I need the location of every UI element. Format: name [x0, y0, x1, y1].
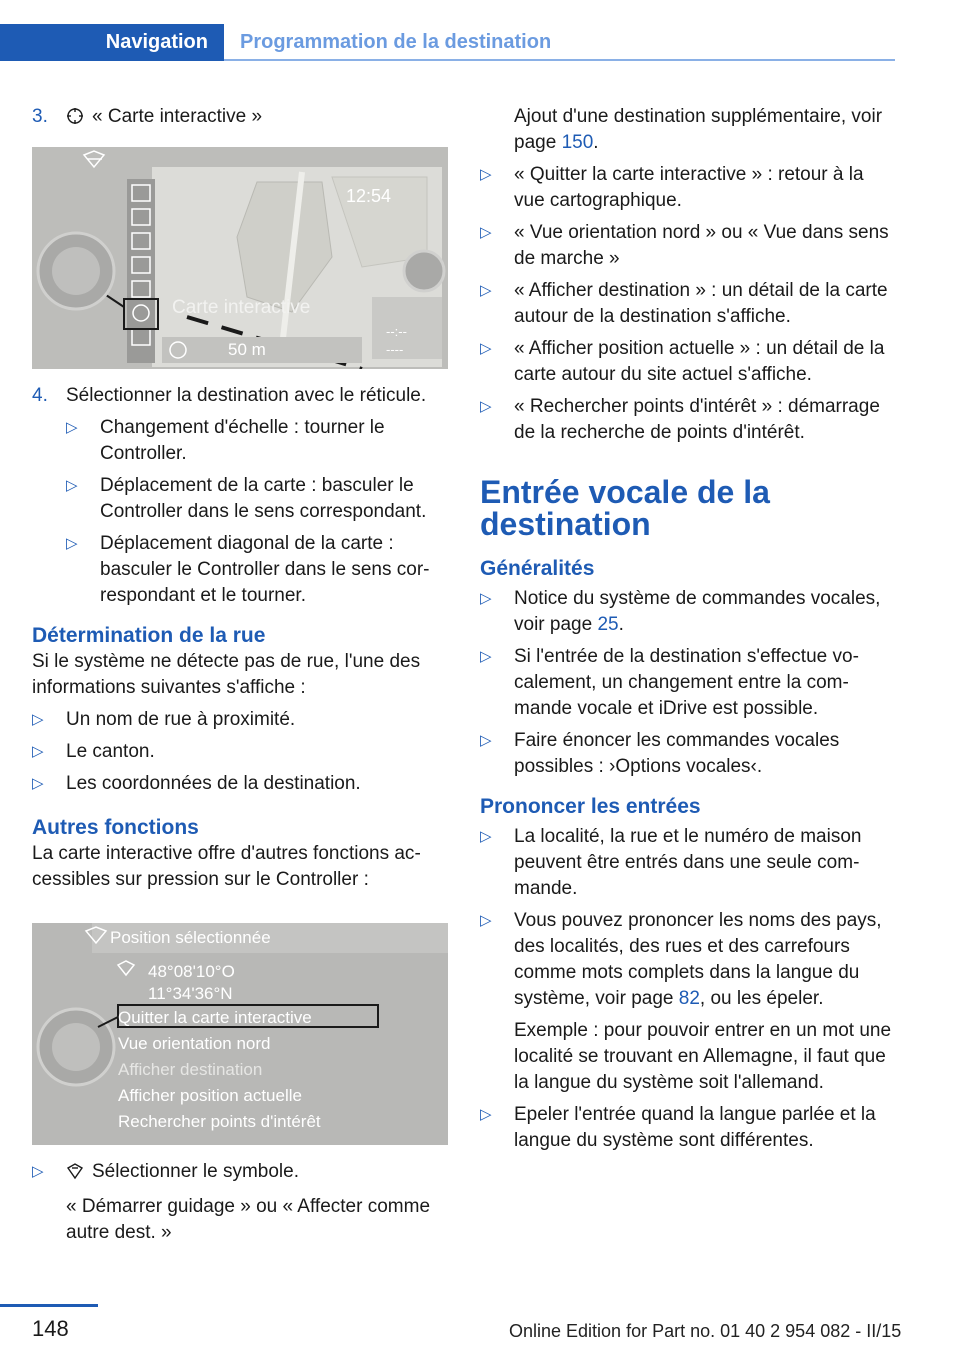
page-link[interactable]: 25: [597, 614, 619, 635]
menu-item: Quitter la carte interactive: [118, 1008, 312, 1027]
list-item: ▷ « Rechercher points d'intérêt » : démarrage de la recherche de points d'intérêt.: [480, 396, 880, 443]
triangle-bullet-icon: ▷: [32, 743, 44, 760]
triangle-bullet-icon: ▷: [66, 535, 78, 552]
menu-coord2: 11°34'36°N: [148, 984, 233, 1003]
right-column: [480, 104, 896, 1160]
section-heading-voice: Entrée vocale de la destination: [480, 474, 770, 542]
list-item: ▷ « Quitter la carte interactive » : retour à la vue cartographique.: [480, 164, 864, 211]
triangle-bullet-icon: ▷: [480, 282, 492, 299]
left-column: [32, 104, 448, 1252]
step-number: 3.: [32, 106, 48, 127]
continued-text: Ajout d'une destination supplémentaire, voir page 150.: [514, 106, 883, 153]
map-label: Carte interactive: [172, 297, 311, 318]
crosshair-icon: [66, 107, 84, 133]
list-item: ▷ La localité, la rue et le numéro de maison peuvent être entrés dans une seule commande.: [480, 826, 862, 899]
triangle-bullet-icon: ▷: [480, 828, 492, 845]
step-3: [32, 104, 448, 133]
triangle-bullet-icon: ▷: [32, 711, 44, 728]
page-link[interactable]: 150: [561, 132, 594, 153]
map-dist: --:--: [386, 324, 407, 339]
step-4: [32, 383, 448, 409]
step-text: « Carte interactive »: [92, 106, 263, 127]
list-item: ▷ « Afficher position actuelle » : un détail de la carte autour du site actuel s'affiche.: [480, 338, 885, 385]
map-screenshot: [32, 147, 448, 369]
triangle-bullet-icon: ▷: [480, 224, 492, 241]
header-subsection: Programmation de la destination: [240, 31, 552, 53]
list-item: ▷ Changement d'échelle : tourner le Controller.: [66, 417, 385, 464]
page-link[interactable]: 82: [678, 988, 700, 1009]
menu-screenshot: [32, 923, 448, 1145]
header-rule: [224, 59, 895, 61]
list-item: ▷ Déplacement diagonal de la carte : basculer le Controller dans le sens correspondant et le tourner.: [66, 533, 430, 606]
example-text: Exemple : pour pouvoir entrer en un mot une localité se trouvant en Allemagne, il faut que la langue du système soit l'allemand.: [514, 1020, 892, 1093]
triangle-bullet-icon: ▷: [66, 419, 78, 436]
menu-item: Rechercher points d'intérêt: [118, 1112, 321, 1131]
triangle-bullet-icon: ▷: [480, 340, 492, 357]
triangle-bullet-icon: ▷: [480, 732, 492, 749]
step-text: Sélectionner la destination avec le réticule.: [66, 385, 427, 406]
footer-rule: [0, 1304, 98, 1307]
page-header: [0, 24, 895, 61]
triangle-bullet-icon: ▷: [480, 398, 492, 415]
triangle-bullet-icon: ▷: [480, 912, 492, 929]
section-heading-general: Généralités: [480, 557, 595, 580]
menu-item: Vue orientation nord: [118, 1034, 271, 1053]
triangle-bullet-icon: ▷: [480, 1106, 492, 1123]
section-heading-street: Détermination de la rue: [32, 624, 266, 647]
footer-edition: Online Edition for Part no. 01 40 2 954 082 - II/15: [509, 1321, 902, 1341]
list-item: ▷ Les coordonnées de la destination.: [32, 771, 448, 797]
list-item: ▷ Si l'entrée de la destination s'effectue vocalement, un changement entre la commande vocale et iDrive est possible.: [480, 646, 859, 719]
step-number: 4.: [32, 385, 48, 406]
map-time: 12:54: [346, 186, 392, 206]
section-heading-other: Autres fonctions: [32, 816, 199, 839]
list-item: ▷ « Afficher destination » : un détail de la carte autour de la destination s'affiche.: [480, 280, 888, 327]
triangle-bullet-icon: ▷: [32, 775, 44, 792]
select-symbol-desc: « Démarrer guidage » ou « Affecter comme autre dest. »: [66, 1196, 431, 1243]
destination-flag-icon: [66, 1162, 84, 1188]
triangle-bullet-icon: ▷: [480, 166, 492, 183]
list-item: ▷ Faire énoncer les commandes vocales possibles : ›Options vocales‹.: [480, 730, 840, 777]
list-item: ▷ Sélectionner le symbole. « Démarrer guidage » ou « Affecter comme autre dest. »: [32, 1159, 448, 1246]
triangle-bullet-icon: ▷: [66, 477, 78, 494]
map-scale: 50 m: [228, 340, 266, 359]
list-item: ▷ Epeler l'entrée quand la langue parlée et la langue du système sont différentes.: [480, 1104, 876, 1151]
header-section-tab: Navigation: [0, 24, 224, 61]
list-item: ▷ Notice du système de commandes vocales, voir page 25.: [480, 588, 881, 635]
triangle-bullet-icon: ▷: [480, 590, 492, 607]
map-dist2: ----: [386, 342, 404, 357]
triangle-bullet-icon: ▷: [480, 648, 492, 665]
street-intro: Si le système ne détecte pas de rue, l'une des informations suivantes s'affiche :: [32, 651, 421, 698]
menu-coord1: 48°08'10°O: [148, 962, 235, 981]
menu-item: Afficher position actuelle: [118, 1086, 302, 1105]
list-item: ▷ Vous pouvez prononcer les noms des pays, des localités, des rues et des carrefours comme mots complets dans la langue du système, voir page 82, ou les épeler. Exemple : pour pouvoir entrer en un mot une localité se trouvant en Allemagne, il faut que la langue du système soit l'allemand.: [480, 908, 896, 1096]
triangle-bullet-icon: ▷: [32, 1163, 44, 1180]
list-item: ▷ Un nom de rue à proximité.: [32, 707, 448, 733]
other-intro: La carte interactive offre d'autres fonctions accessibles sur pression sur le Controller :: [32, 843, 421, 890]
list-item: ▷ « Vue orientation nord » ou « Vue dans sens de marche »: [480, 222, 889, 269]
list-item: ▷ Le canton.: [32, 739, 448, 765]
menu-item: Afficher destination: [118, 1060, 263, 1079]
menu-title: Position sélectionnée: [110, 928, 271, 947]
page-number: 148: [32, 1316, 69, 1341]
list-item: ▷ Déplacement de la carte : basculer le Controller dans le sens correspondant.: [66, 475, 427, 522]
section-heading-say: Prononcer les entrées: [480, 795, 701, 818]
